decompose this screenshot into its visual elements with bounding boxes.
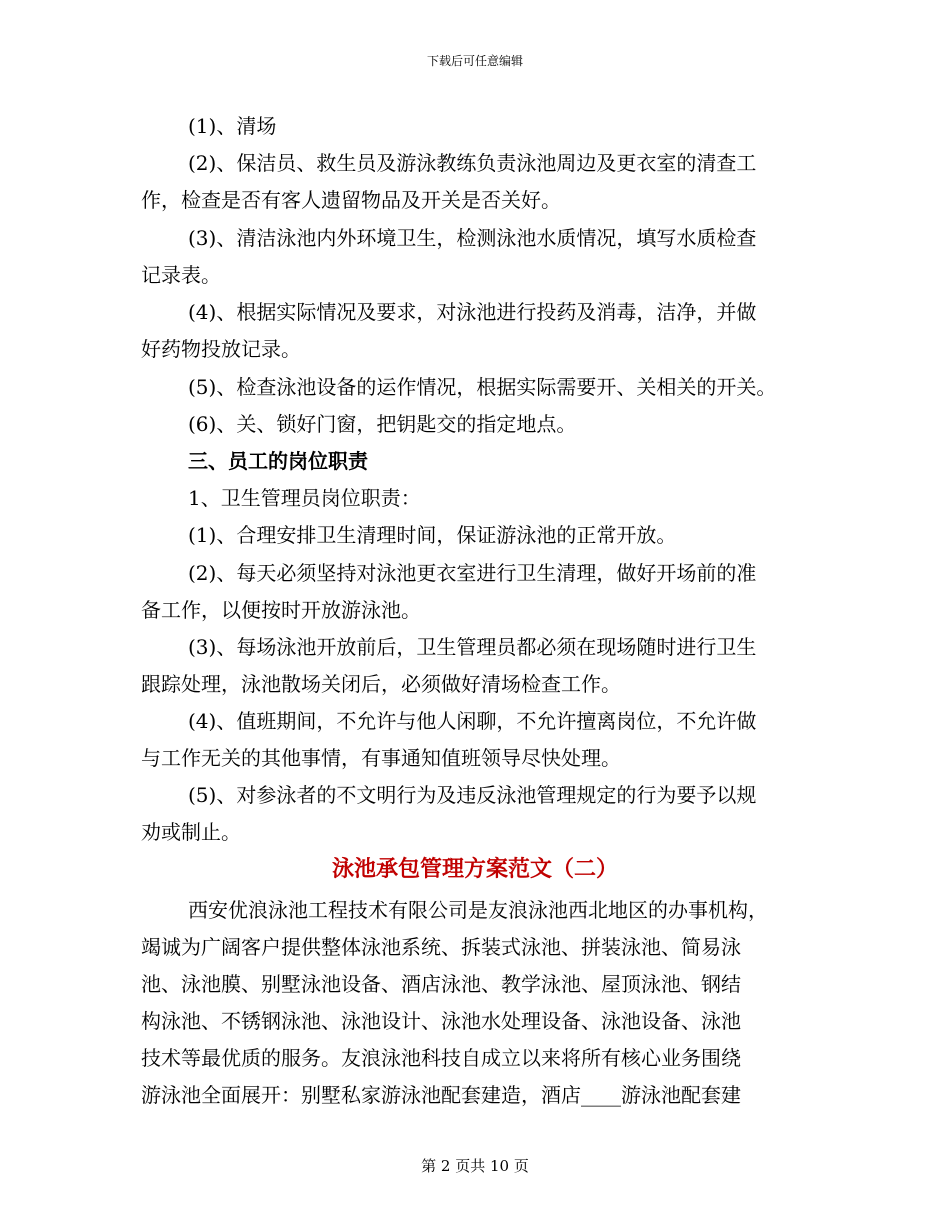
text-line: (3)、清洁泳池内外环境卫生，检测泳池水质情况，填写水质检查 xyxy=(188,226,757,250)
text-line: 跟踪处理，泳池散场关闭后，必须做好清场检查工作。 xyxy=(141,672,621,696)
text-line: (4)、值班期间，不允许与他人闲聊，不允许擅离岗位，不允许做 xyxy=(188,709,757,733)
text-line: 作，检查是否有客人遗留物品及开关是否关好。 xyxy=(141,188,561,212)
text-line: 记录表。 xyxy=(141,263,221,287)
text-line: 1、卫生管理员岗位职责： xyxy=(188,486,421,510)
text-line: (3)、每场泳池开放前后，卫生管理员都必须在现场随时进行卫生 xyxy=(188,635,757,659)
text-line: 劝或制止。 xyxy=(141,820,241,844)
text-line: 构泳池、不锈钢泳池、泳池设计、泳池水处理设备、泳池设备、泳池 xyxy=(141,1009,741,1033)
text-line: 备工作，以便按时开放游泳池。 xyxy=(141,598,421,622)
text-line: 西安优浪泳池工程技术有限公司是友浪泳池西北地区的办事机构， xyxy=(188,898,768,922)
section-heading: 三、员工的岗位职责 xyxy=(188,449,368,473)
text-line: (1)、合理安排卫生清理时间，保证游泳池的正常开放。 xyxy=(188,523,677,547)
text-line: (2)、保洁员、救生员及游泳教练负责泳池周边及更衣室的清查工 xyxy=(188,151,757,175)
text-line: (2)、每天必须坚持对泳池更衣室进行卫生清理，做好开场前的准 xyxy=(188,561,757,585)
text-line: 与工作无关的其他事情，有事通知值班领导尽快处理。 xyxy=(141,746,621,770)
page-header: 下载后可任意编辑 xyxy=(426,54,523,68)
text-line: (5)、对参泳者的不文明行为及违反泳池管理规定的行为要予以规 xyxy=(188,783,757,807)
text-line: 池、泳池膜、别墅泳池设备、酒店泳池、教学泳池、屋顶泳池、钢结 xyxy=(141,972,741,996)
document-title: 泳池承包管理方案范文（二） xyxy=(331,856,618,882)
text-line: 技术等最优质的服务。友浪泳池科技自成立以来将所有核心业务围绕 xyxy=(141,1046,741,1070)
text-line: (6)、关、锁好门窗，把钥匙交的指定地点。 xyxy=(188,412,577,436)
text-line: (1)、清场 xyxy=(188,114,277,138)
text-line: (5)、检查泳池设备的运作情况，根据实际需要开、关相关的开关。 xyxy=(188,375,777,399)
page-footer: 第 2 页共 10 页 xyxy=(421,1157,529,1175)
text-line: (4)、根据实际情况及要求，对泳池进行投药及消毒，洁净，并做 xyxy=(188,300,757,324)
text-line: 竭诚为广阔客户提供整体泳池系统、拆装式泳池、拼装泳池、简易泳 xyxy=(141,935,741,959)
text-line: 好药物投放记录。 xyxy=(141,337,301,361)
text-line: 游泳池全面展开：别墅私家游泳池配套建造，酒店____游泳池配套建 xyxy=(141,1083,741,1107)
